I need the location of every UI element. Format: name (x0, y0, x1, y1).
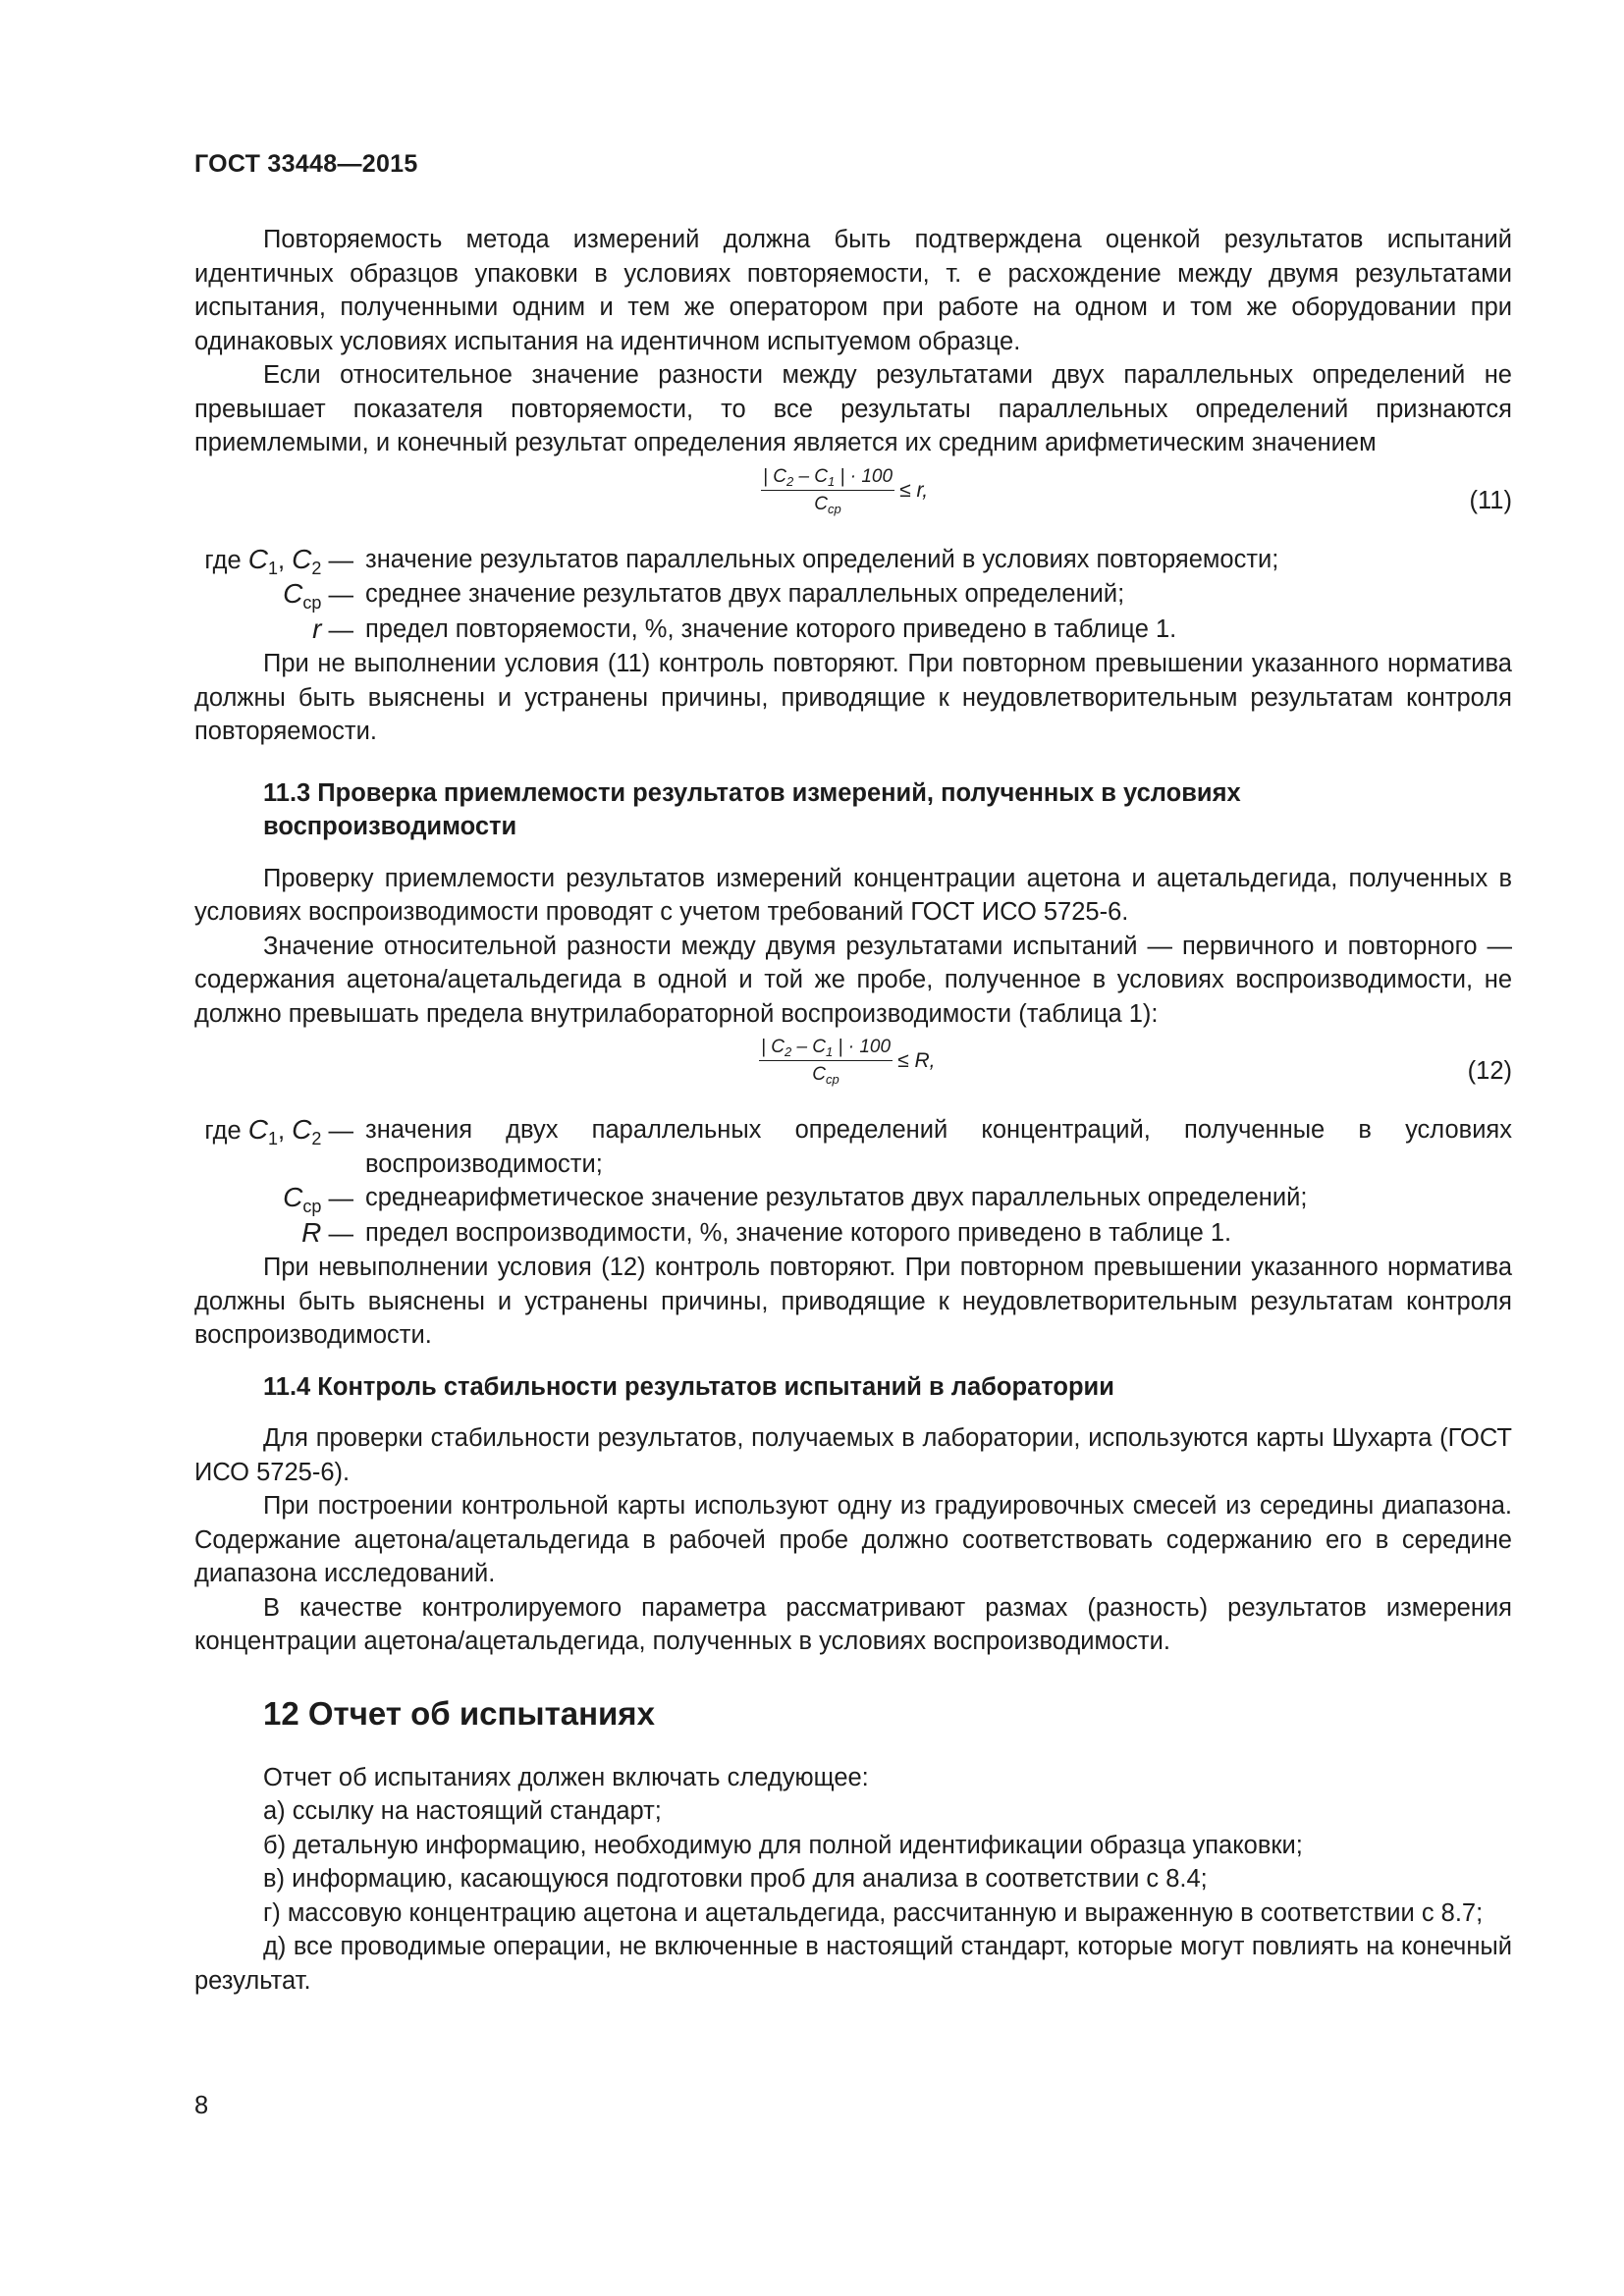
list-item: д) все проводимые операции, не включенные в настоящий стандарт, которые могут повлиять на конечный результат. (194, 1933, 1512, 1995)
formula-12-legend (194, 1113, 1512, 1251)
paragraph-shewhart-charts: Для проверки стабильности результатов, получаемых в лаборатории, используются карты Шухарта (ГОСТ ИСО 5725-6). (194, 1424, 1512, 1486)
paragraph-relative-difference: Если относительное значение разности между результатами двух параллельных определений не превышает показателя повторяемости, то все результаты параллельных определений признаются приемлемыми, и конечный результат определения является их средним арифметическим значением (194, 361, 1512, 456)
formula-12-relation: ≤ R, (897, 1049, 936, 1072)
formula-11-number: (11) (1469, 486, 1512, 514)
formula-11-denominator: $C_{ср}$ (814, 493, 841, 516)
formula-12-numerator: | $C_2 - C_1$ | · 100 (761, 1037, 892, 1059)
legend-symbol: R — (301, 1216, 353, 1248)
formula-11-legend (194, 543, 1512, 648)
formula-12-expression (759, 1037, 935, 1086)
formula-12-denominator: $C_{ср}$ (812, 1064, 839, 1087)
legend-description: предел воспроизводимости, %, значение которого приведено в таблице 1. (365, 1218, 1232, 1247)
paragraph-acceptability-check: Проверку приемлемости результатов измерений концентрации ацетона и ацетальдегида, полученных в условиях воспроизводимости проводят с учетом требований ГОСТ ИСО 5725-6. (194, 864, 1512, 926)
paragraph-reproducibility-control: При невыполнении условия (12) контроль повторяют. При повторном превышении указанного норматива должны быть выяснены и устранены причины, приводящие к неудовлетворительным результатам контроля воспроизводимости. (194, 1254, 1512, 1349)
paragraph-relative-difference-reproducibility: Значение относительной разности между двумя результатами испытаний — первичного и повторного — содержания ацетона/ацетальдегида в одной и той же пробе, полученное в условиях воспроизводимости, не должно превышать предела внутрилабораторной воспроизводимости (таблица 1): (194, 932, 1512, 1028)
list-item: б) детальную информацию, необходимую для полной идентификации образца упаковки; (263, 1831, 1303, 1859)
section-12-title: 12 Отчет об испытаниях (263, 1694, 655, 1732)
paragraph-report-intro: Отчет об испытаниях должен включать следующее: (263, 1763, 869, 1791)
list-item: в) информацию, касающуюся подготовки проб для анализа в соответствии с 8.4; (263, 1865, 1208, 1893)
page-content (194, 223, 1512, 1998)
formula-12-number: (12) (1467, 1057, 1512, 1085)
formula-11-numerator: | $C_2 - C_1$ | · 100 (763, 465, 893, 489)
legend-description: значение результатов параллельных определений в условиях повторяемости; (365, 545, 1279, 573)
legend-description: среднеарифметическое значение результатов двух параллельных определений; (365, 1184, 1308, 1211)
paragraph-controlled-parameter: В качестве контролируемого параметра рассматривают размах (разность) результатов измерения концентрации ацетона/ацетальдегида, полученных в условиях воспроизводимости. (194, 1593, 1512, 1655)
list-item: а) ссылку на настоящий стандарт; (263, 1797, 662, 1825)
legend-symbol: где $C_1$, $C_2$ — (204, 543, 353, 578)
legend-description: среднее значение результатов двух параллельных определений; (365, 580, 1125, 608)
legend-symbol: r — (312, 613, 353, 644)
section-11-3-title: 11.3 Проверка приемлемости результатов измерений, полученных в условиях воспроизводимости (263, 778, 1241, 840)
paragraph-repeatability: Повторяемость метода измерений должна быть подтверждена оценкой результатов испытаний идентичных образцов упаковки в условиях повторяемости, т. е расхождение между двумя результатами испытания, полученными одним и тем же оператором при работе на одном и том же оборудовании при одинаковых условиях испытания на идентичном испытуемом образце. (194, 226, 1512, 355)
formula-11-expression (761, 466, 928, 515)
legend-symbol: где $C_1$, $C_2$ — (204, 1114, 353, 1148)
section-11-4-title: 11.4 Контроль стабильности результатов испытаний в лаборатории (263, 1372, 1114, 1401)
legend-symbol: $C_{ср}$ — (283, 1182, 353, 1216)
formula-11-relation: ≤ r, (899, 478, 929, 502)
legend-description: предел повторяемости, %, значение которого приведено в таблице 1. (365, 614, 1177, 643)
page-header-doc-id: ГОСТ 33448—2015 (194, 150, 418, 178)
document-page (194, 0, 1512, 2296)
paragraph-repeat-control: При не выполнении условия (11) контроль повторяют. При повторном превышении указанного норматива должны быть выяснены и устранены причины, приводящие к неудовлетворительным результатам контроля повторяемости. (194, 650, 1512, 745)
list-item: г) массовую концентрацию ацетона и ацетальдегида, рассчитанную и выраженную в соответствии с 8.7; (263, 1898, 1484, 1927)
formula-11 (194, 460, 1512, 543)
legend-description: значения двух параллельных определений концентраций, полученные в условиях воспроизводимости; (365, 1116, 1512, 1178)
formula-12 (194, 1031, 1512, 1113)
paragraph-control-chart: При построении контрольной карты используют одну из градуировочных смесей из середины диапазона. Содержание ацетона/ацетальдегида в рабочей пробе должно соответствовать содержанию его в середине диапазона исследований. (194, 1492, 1512, 1587)
page-number: 8 (194, 2092, 209, 2119)
legend-symbol: $C_{ср}$ — (283, 578, 353, 613)
